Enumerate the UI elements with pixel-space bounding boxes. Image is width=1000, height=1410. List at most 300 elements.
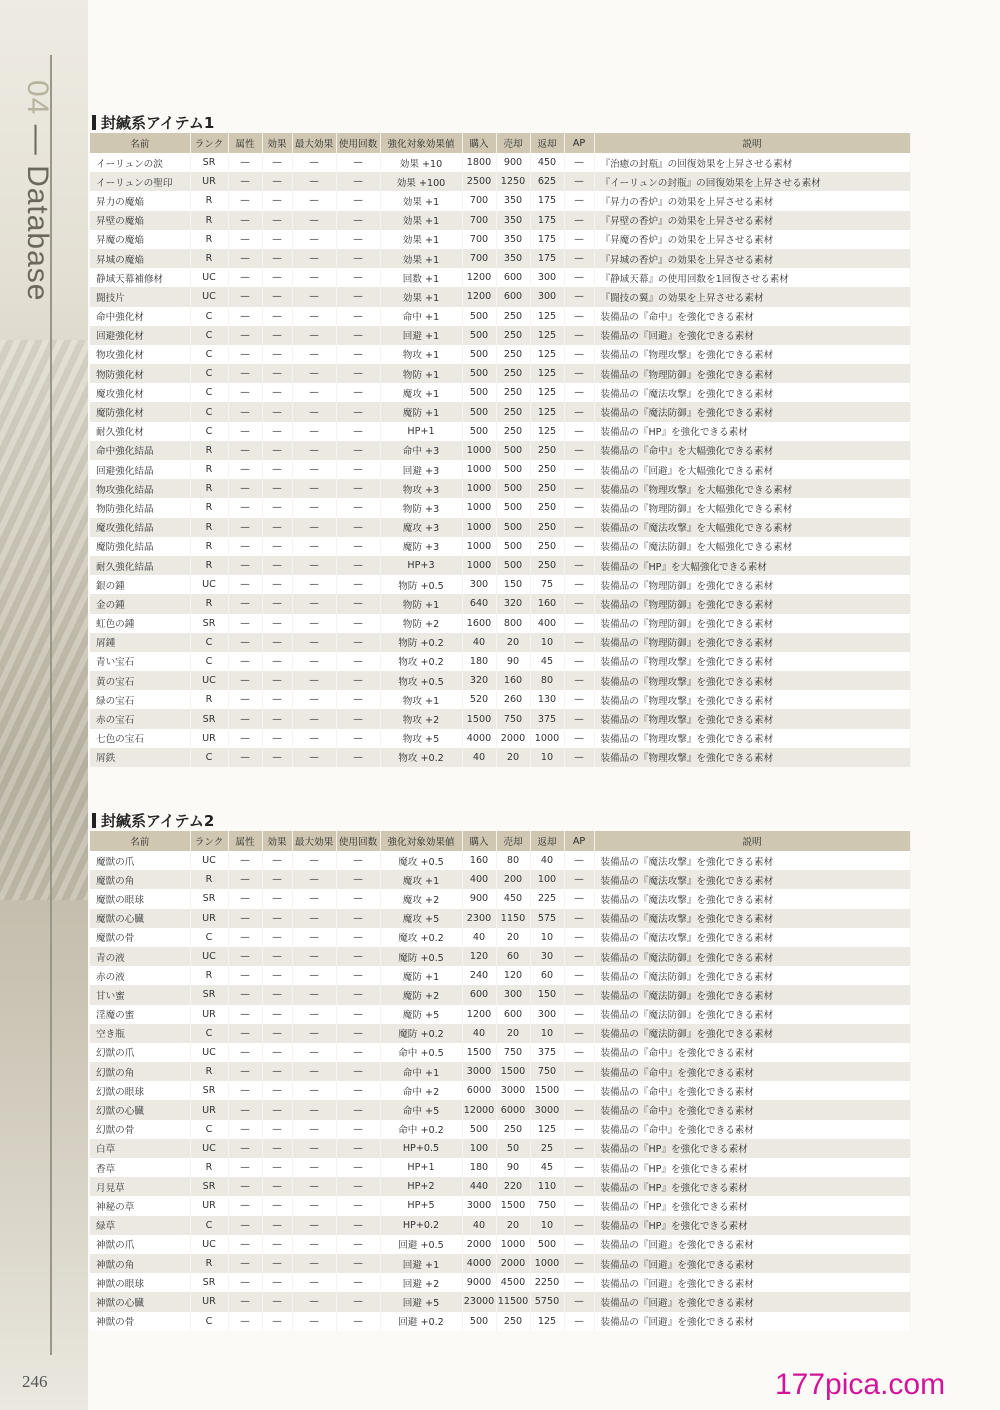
- cell-ap: —: [564, 422, 594, 441]
- table-row: [90, 383, 910, 402]
- cell-uses: —: [336, 153, 380, 172]
- cell-rank: C: [190, 422, 228, 441]
- cell-ap: —: [564, 1235, 594, 1254]
- cell-name: 幻獣の爪: [90, 1043, 190, 1062]
- cell-ap: —: [564, 1062, 594, 1081]
- cell-description: 装備品の『命中』を強化できる素材: [594, 1043, 910, 1062]
- cell-return: 45: [530, 1158, 564, 1177]
- cell-buy: 160: [462, 851, 496, 870]
- cell-description: 装備品の『HP』を強化できる素材: [594, 422, 910, 441]
- cell-attribute: —: [228, 1120, 262, 1139]
- cell-ap: —: [564, 153, 594, 172]
- cell-sell: 450: [496, 889, 530, 908]
- cell-ap: —: [564, 652, 594, 671]
- cell-buy: 640: [462, 594, 496, 613]
- chapter-title: Database: [21, 165, 54, 302]
- cell-buy: 12000: [462, 1100, 496, 1119]
- cell-attribute: —: [228, 518, 262, 537]
- cell-uses: —: [336, 364, 380, 383]
- table-row: [90, 1196, 910, 1215]
- table-row: [90, 1254, 910, 1273]
- cell-name: 幻獣の心臓: [90, 1100, 190, 1119]
- cell-effect: —: [262, 1120, 292, 1139]
- cell-ap: —: [564, 851, 594, 870]
- cell-effect: —: [262, 153, 292, 172]
- cell-sell: 350: [496, 249, 530, 268]
- cell-attribute: —: [228, 556, 262, 575]
- cell-description: 装備品の『HP』を強化できる素材: [594, 1139, 910, 1158]
- cell-attribute: —: [228, 1024, 262, 1043]
- cell-return: 750: [530, 1196, 564, 1215]
- cell-rank: R: [190, 249, 228, 268]
- cell-return: 150: [530, 985, 564, 1004]
- cell-max-effect: —: [292, 671, 336, 690]
- table-row: [90, 909, 910, 928]
- table-row: [90, 690, 910, 709]
- cell-rank: C: [190, 928, 228, 947]
- cell-return: 2250: [530, 1273, 564, 1292]
- table-row: [90, 460, 910, 479]
- cell-effect: —: [262, 1254, 292, 1273]
- cell-sell: 900: [496, 153, 530, 172]
- cell-ap: —: [564, 268, 594, 287]
- cell-sell: 500: [496, 556, 530, 575]
- cell-name: 緑草: [90, 1216, 190, 1235]
- cell-attribute: —: [228, 498, 262, 517]
- cell-sell: 11500: [496, 1292, 530, 1311]
- cell-attribute: —: [228, 889, 262, 908]
- cell-enhance-value: 物攻 +1: [380, 345, 462, 364]
- cell-enhance-value: 物攻 +0.5: [380, 671, 462, 690]
- cell-max-effect: —: [292, 1139, 336, 1158]
- cell-buy: 1000: [462, 537, 496, 556]
- cell-return: 625: [530, 172, 564, 191]
- cell-name: 幻獣の角: [90, 1062, 190, 1081]
- cell-rank: SR: [190, 153, 228, 172]
- cell-description: 装備品の『命中』を強化できる素材: [594, 1120, 910, 1139]
- cell-description: 装備品の『魔法攻撃』を強化できる素材: [594, 909, 910, 928]
- cell-attribute: —: [228, 633, 262, 652]
- cell-max-effect: —: [292, 1292, 336, 1311]
- cell-return: 30: [530, 947, 564, 966]
- cell-ap: —: [564, 230, 594, 249]
- cell-name: 命中強化結晶: [90, 441, 190, 460]
- cell-name: 赤の宝石: [90, 709, 190, 728]
- cell-max-effect: —: [292, 1120, 336, 1139]
- cell-description: 装備品の『回避』を強化できる素材: [594, 1292, 910, 1311]
- cell-max-effect: —: [292, 909, 336, 928]
- cell-max-effect: —: [292, 402, 336, 421]
- cell-buy: 320: [462, 671, 496, 690]
- cell-ap: —: [564, 985, 594, 1004]
- cell-description: 装備品の『魔法防御』を強化できる素材: [594, 1005, 910, 1024]
- table-row: [90, 671, 910, 690]
- cell-enhance-value: 命中 +1: [380, 1062, 462, 1081]
- cell-uses: —: [336, 851, 380, 870]
- col-header-max-effect: 最大効果: [292, 133, 336, 153]
- cell-attribute: —: [228, 364, 262, 383]
- cell-max-effect: —: [292, 211, 336, 230]
- cell-max-effect: —: [292, 1273, 336, 1292]
- cell-rank: SR: [190, 1273, 228, 1292]
- table-row: [90, 326, 910, 345]
- table-body: [90, 851, 910, 1331]
- cell-ap: —: [564, 947, 594, 966]
- cell-uses: —: [336, 633, 380, 652]
- cell-rank: UR: [190, 729, 228, 748]
- table-row: [90, 1139, 910, 1158]
- cell-ap: —: [564, 690, 594, 709]
- cell-attribute: —: [228, 928, 262, 947]
- cell-ap: —: [564, 633, 594, 652]
- cell-description: 装備品の『魔法攻撃』を強化できる素材: [594, 870, 910, 889]
- cell-enhance-value: HP+5: [380, 1196, 462, 1215]
- cell-effect: —: [262, 889, 292, 908]
- col-header-sell: 売却: [496, 831, 530, 851]
- cell-rank: C: [190, 402, 228, 421]
- cell-return: 300: [530, 1005, 564, 1024]
- cell-buy: 700: [462, 211, 496, 230]
- cell-uses: —: [336, 460, 380, 479]
- cell-return: 1000: [530, 729, 564, 748]
- cell-effect: —: [262, 594, 292, 613]
- cell-return: 250: [530, 441, 564, 460]
- cell-name: 屑鉄: [90, 748, 190, 767]
- header-row: [90, 831, 910, 851]
- cell-description: 装備品の『命中』を強化できる素材: [594, 307, 910, 326]
- col-header-effect: 効果: [262, 133, 292, 153]
- cell-rank: UC: [190, 851, 228, 870]
- cell-description: 装備品の『魔法攻撃』を強化できる素材: [594, 928, 910, 947]
- cell-max-effect: —: [292, 928, 336, 947]
- cell-enhance-value: 回避 +0.5: [380, 1235, 462, 1254]
- cell-description: 『治癒の封瓶』の回復効果を上昇させる素材: [594, 153, 910, 172]
- cell-attribute: —: [228, 671, 262, 690]
- cell-return: 175: [530, 211, 564, 230]
- cell-enhance-value: HP+3: [380, 556, 462, 575]
- cell-attribute: —: [228, 249, 262, 268]
- cell-buy: 520: [462, 690, 496, 709]
- cell-sell: 600: [496, 268, 530, 287]
- cell-name: 白草: [90, 1139, 190, 1158]
- cell-name: 魔防強化材: [90, 402, 190, 421]
- cell-sell: 4500: [496, 1273, 530, 1292]
- cell-rank: R: [190, 1062, 228, 1081]
- table-row: [90, 928, 910, 947]
- cell-description: 装備品の『HP』を強化できる素材: [594, 1158, 910, 1177]
- cell-uses: —: [336, 889, 380, 908]
- cell-max-effect: —: [292, 1062, 336, 1081]
- cell-uses: —: [336, 748, 380, 767]
- cell-ap: —: [564, 870, 594, 889]
- cell-rank: C: [190, 326, 228, 345]
- cell-uses: —: [336, 928, 380, 947]
- cell-ap: —: [564, 1216, 594, 1235]
- cell-description: 装備品の『物理防御』を強化できる素材: [594, 633, 910, 652]
- cell-enhance-value: 命中 +3: [380, 441, 462, 460]
- cell-effect: —: [262, 1100, 292, 1119]
- cell-name: 魔獣の心臓: [90, 909, 190, 928]
- cell-return: 160: [530, 594, 564, 613]
- cell-enhance-value: 魔攻 +2: [380, 889, 462, 908]
- table-row: [90, 851, 910, 870]
- cell-attribute: —: [228, 211, 262, 230]
- cell-sell: 350: [496, 211, 530, 230]
- cell-effect: —: [262, 1235, 292, 1254]
- cell-description: 装備品の『魔法攻撃』を強化できる素材: [594, 889, 910, 908]
- cell-effect: —: [262, 402, 292, 421]
- cell-buy: 9000: [462, 1273, 496, 1292]
- cell-rank: UC: [190, 287, 228, 306]
- cell-ap: —: [564, 889, 594, 908]
- watermark: 177pica.com: [775, 1368, 946, 1401]
- cell-attribute: —: [228, 575, 262, 594]
- cell-rank: UC: [190, 671, 228, 690]
- cell-buy: 1600: [462, 614, 496, 633]
- cell-return: 500: [530, 1235, 564, 1254]
- cell-uses: —: [336, 1158, 380, 1177]
- cell-max-effect: —: [292, 1196, 336, 1215]
- cell-sell: 20: [496, 928, 530, 947]
- cell-rank: UR: [190, 1005, 228, 1024]
- cell-name: 青い宝石: [90, 652, 190, 671]
- cell-max-effect: —: [292, 307, 336, 326]
- cell-attribute: —: [228, 345, 262, 364]
- cell-attribute: —: [228, 652, 262, 671]
- cell-max-effect: —: [292, 230, 336, 249]
- cell-return: 575: [530, 909, 564, 928]
- cell-enhance-value: 物攻 +3: [380, 479, 462, 498]
- cell-rank: UR: [190, 172, 228, 191]
- cell-max-effect: —: [292, 383, 336, 402]
- table-row: [90, 1235, 910, 1254]
- cell-buy: 1200: [462, 1005, 496, 1024]
- cell-name: 昇城の魔焔: [90, 249, 190, 268]
- cell-attribute: —: [228, 422, 262, 441]
- cell-max-effect: —: [292, 633, 336, 652]
- cell-name: 物攻強化材: [90, 345, 190, 364]
- cell-attribute: —: [228, 1062, 262, 1081]
- cell-enhance-value: HP+2: [380, 1177, 462, 1196]
- col-header-description: 説明: [594, 133, 910, 153]
- cell-attribute: —: [228, 748, 262, 767]
- cell-uses: —: [336, 909, 380, 928]
- col-header-uses: 使用回数: [336, 831, 380, 851]
- cell-rank: UC: [190, 1235, 228, 1254]
- cell-ap: —: [564, 1005, 594, 1024]
- cell-rank: R: [190, 594, 228, 613]
- cell-name: 金の鍾: [90, 594, 190, 613]
- cell-sell: 300: [496, 985, 530, 1004]
- cell-rank: R: [190, 479, 228, 498]
- cell-buy: 100: [462, 1139, 496, 1158]
- cell-description: 装備品の『物理防御』を強化できる素材: [594, 364, 910, 383]
- cell-effect: —: [262, 633, 292, 652]
- cell-attribute: —: [228, 441, 262, 460]
- cell-attribute: —: [228, 1005, 262, 1024]
- cell-attribute: —: [228, 1196, 262, 1215]
- table-body: [90, 153, 910, 767]
- cell-max-effect: —: [292, 191, 336, 210]
- cell-name: 物攻強化結晶: [90, 479, 190, 498]
- cell-rank: SR: [190, 1081, 228, 1100]
- cell-max-effect: —: [292, 1158, 336, 1177]
- cell-description: 装備品の『魔法防御』を強化できる素材: [594, 1024, 910, 1043]
- cell-sell: 6000: [496, 1100, 530, 1119]
- table-row: [90, 268, 910, 287]
- items-table-2: [90, 831, 911, 1331]
- cell-sell: 20: [496, 748, 530, 767]
- cell-return: 60: [530, 966, 564, 985]
- table-row: [90, 153, 910, 172]
- cell-rank: R: [190, 441, 228, 460]
- cell-sell: 160: [496, 671, 530, 690]
- cell-uses: —: [336, 985, 380, 1004]
- cell-name: 緑の宝石: [90, 690, 190, 709]
- cell-return: 125: [530, 364, 564, 383]
- cell-return: 100: [530, 870, 564, 889]
- cell-enhance-value: 回避 +0.2: [380, 1312, 462, 1331]
- chapter-number: 04: [21, 80, 54, 116]
- cell-max-effect: —: [292, 966, 336, 985]
- cell-enhance-value: HP+1: [380, 422, 462, 441]
- cell-uses: —: [336, 479, 380, 498]
- cell-attribute: —: [228, 287, 262, 306]
- cell-name: 物防強化材: [90, 364, 190, 383]
- cell-max-effect: —: [292, 1312, 336, 1331]
- cell-max-effect: —: [292, 1024, 336, 1043]
- cell-max-effect: —: [292, 594, 336, 613]
- cell-return: 225: [530, 889, 564, 908]
- cell-return: 250: [530, 537, 564, 556]
- table-row: [90, 709, 910, 728]
- cell-max-effect: —: [292, 729, 336, 748]
- cell-description: 装備品の『回避』を強化できる素材: [594, 326, 910, 345]
- cell-uses: —: [336, 1120, 380, 1139]
- cell-sell: 800: [496, 614, 530, 633]
- col-header-ap: AP: [564, 831, 594, 851]
- cell-rank: R: [190, 518, 228, 537]
- cell-sell: 20: [496, 633, 530, 652]
- cell-sell: 600: [496, 1005, 530, 1024]
- cell-sell: 90: [496, 1158, 530, 1177]
- cell-effect: —: [262, 211, 292, 230]
- cell-enhance-value: 魔攻 +3: [380, 518, 462, 537]
- cell-buy: 240: [462, 966, 496, 985]
- cell-enhance-value: 魔防 +2: [380, 985, 462, 1004]
- cell-attribute: —: [228, 460, 262, 479]
- cell-effect: —: [262, 307, 292, 326]
- cell-buy: 500: [462, 345, 496, 364]
- cell-description: 装備品の『物理攻撃』を強化できる素材: [594, 652, 910, 671]
- cell-ap: —: [564, 537, 594, 556]
- cell-uses: —: [336, 1043, 380, 1062]
- cell-max-effect: —: [292, 870, 336, 889]
- cell-max-effect: —: [292, 364, 336, 383]
- cell-name: 幻獣の骨: [90, 1120, 190, 1139]
- cell-attribute: —: [228, 153, 262, 172]
- cell-return: 175: [530, 230, 564, 249]
- cell-rank: UC: [190, 268, 228, 287]
- cell-effect: —: [262, 690, 292, 709]
- cell-uses: —: [336, 191, 380, 210]
- cell-rank: R: [190, 1254, 228, 1273]
- cell-rank: R: [190, 966, 228, 985]
- cell-uses: —: [336, 249, 380, 268]
- cell-description: 装備品の『命中』を強化できる素材: [594, 1100, 910, 1119]
- cell-uses: —: [336, 594, 380, 613]
- cell-effect: —: [262, 870, 292, 889]
- cell-ap: —: [564, 671, 594, 690]
- table-row: [90, 870, 910, 889]
- cell-buy: 700: [462, 191, 496, 210]
- cell-rank: SR: [190, 1177, 228, 1196]
- cell-description: 装備品の『魔法防御』を大幅強化できる素材: [594, 537, 910, 556]
- cell-rank: R: [190, 690, 228, 709]
- cell-rank: R: [190, 230, 228, 249]
- cell-enhance-value: 物攻 +1: [380, 690, 462, 709]
- cell-effect: —: [262, 287, 292, 306]
- cell-return: 45: [530, 652, 564, 671]
- cell-ap: —: [564, 1196, 594, 1215]
- header-row: [90, 133, 910, 153]
- cell-max-effect: —: [292, 614, 336, 633]
- cell-return: 125: [530, 383, 564, 402]
- table-row: [90, 172, 910, 191]
- col-header-rank: ランク: [190, 831, 228, 851]
- cell-buy: 600: [462, 985, 496, 1004]
- cell-buy: 1500: [462, 709, 496, 728]
- cell-sell: 1500: [496, 1196, 530, 1215]
- table-row: [90, 1043, 910, 1062]
- cell-ap: —: [564, 966, 594, 985]
- cell-ap: —: [564, 441, 594, 460]
- cell-return: 125: [530, 1120, 564, 1139]
- cell-enhance-value: 魔攻 +5: [380, 909, 462, 928]
- cell-ap: —: [564, 748, 594, 767]
- cell-name: 銀の鍾: [90, 575, 190, 594]
- cell-uses: —: [336, 1312, 380, 1331]
- cell-attribute: —: [228, 537, 262, 556]
- cell-rank: R: [190, 870, 228, 889]
- cell-attribute: —: [228, 1139, 262, 1158]
- section-title-1: 封緘系アイテム1: [92, 112, 214, 133]
- cell-enhance-value: 効果 +1: [380, 287, 462, 306]
- cell-buy: 1000: [462, 518, 496, 537]
- cell-rank: R: [190, 191, 228, 210]
- cell-description: 装備品の『物理攻撃』を強化できる素材: [594, 671, 910, 690]
- cell-name: 空き瓶: [90, 1024, 190, 1043]
- cell-ap: —: [564, 1158, 594, 1177]
- col-header-description: 説明: [594, 831, 910, 851]
- cell-ap: —: [564, 402, 594, 421]
- cell-rank: R: [190, 498, 228, 517]
- cell-effect: —: [262, 1292, 292, 1311]
- cell-rank: R: [190, 556, 228, 575]
- cell-description: 装備品の『回避』を強化できる素材: [594, 1312, 910, 1331]
- cell-buy: 2000: [462, 1235, 496, 1254]
- cell-rank: UC: [190, 575, 228, 594]
- col-header-ap: AP: [564, 133, 594, 153]
- cell-enhance-value: 物防 +0.2: [380, 633, 462, 652]
- cell-ap: —: [564, 575, 594, 594]
- col-header-sell: 売却: [496, 133, 530, 153]
- cell-return: 125: [530, 326, 564, 345]
- cell-name: 月見草: [90, 1177, 190, 1196]
- cell-attribute: —: [228, 1235, 262, 1254]
- cell-return: 250: [530, 556, 564, 575]
- table-row: [90, 287, 910, 306]
